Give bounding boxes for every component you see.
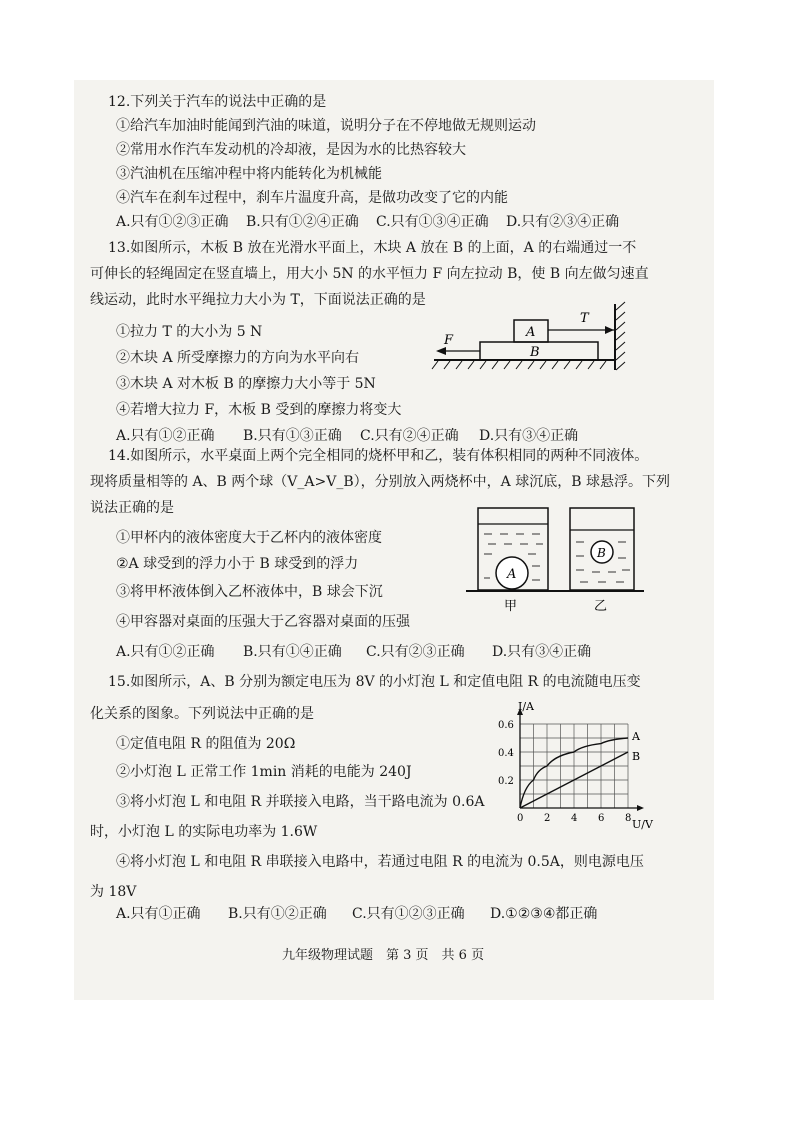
q14-option-c[interactable]: C.只有②③正确 bbox=[366, 644, 465, 660]
q14-option-d[interactable]: D.只有③④正确 bbox=[492, 644, 592, 660]
q14-stem-line-3: 说法正确的是 bbox=[90, 500, 174, 516]
chart-series bbox=[520, 730, 641, 808]
q12-option-b[interactable]: B.只有①②④正确 bbox=[246, 214, 359, 230]
tension-arrow-head bbox=[605, 326, 614, 334]
q13-item-3: ③木块 A 对木板 B 的摩擦力大小等于 5N bbox=[116, 376, 376, 392]
q15-option-d[interactable]: D.①②③④都正确 bbox=[490, 906, 598, 922]
y-tick-label: 0.6 bbox=[498, 720, 514, 731]
tension-label: T bbox=[580, 311, 589, 326]
q15-option-b[interactable]: B.只有①②正确 bbox=[228, 906, 327, 922]
chart-grid bbox=[520, 724, 628, 808]
q13-option-a[interactable]: A.只有①②正确 bbox=[116, 428, 215, 444]
x-tick-label: 4 bbox=[571, 813, 578, 824]
q14-option-a[interactable]: A.只有①②正确 bbox=[116, 644, 215, 660]
x-axis-arrow bbox=[637, 805, 644, 811]
q14-item-2: ②A 球受到的浮力小于 B 球受到的浮力 bbox=[116, 556, 359, 572]
q15-item-2: ②小灯泡 L 正常工作 1min 消耗的电能为 240J bbox=[116, 764, 412, 780]
page-footer: 九年级物理试题 第 3 页 共 6 页 bbox=[282, 948, 485, 963]
ball-b-label: B bbox=[597, 546, 606, 560]
q13-stem-line-1: 13.如图所示，木板 B 放在光滑水平面上，木块 A 放在 B 的上面，A 的右端通过一不 bbox=[108, 240, 637, 256]
q15-item-3: ③将小灯泡 L 和电阻 R 并联接入电路，当干路电流为 0.6A bbox=[116, 794, 485, 810]
q15-item-1: ①定值电阻 R 的阻值为 20Ω bbox=[116, 736, 296, 752]
y-axis-label: I/A bbox=[518, 700, 534, 713]
q13-option-c[interactable]: C.只有②④正确 bbox=[360, 428, 459, 444]
q12-item-2: ②常用水作汽车发动机的冷却液，是因为水的比热容较大 bbox=[116, 142, 466, 158]
q12-item-1: ①给汽车加油时能闻到汽油的味道，说明分子在不停地做无规则运动 bbox=[116, 118, 536, 134]
q14-item-1: ①甲杯内的液体密度大于乙杯内的液体密度 bbox=[116, 530, 382, 546]
q14-stem-line-1: 14.如图所示，水平桌面上两个完全相同的烧杯甲和乙，装有体积相同的两种不同液体。 bbox=[108, 448, 649, 464]
q12-item-3: ③汽油机在压缩冲程中将内能转化为机械能 bbox=[116, 166, 382, 182]
q12-option-c[interactable]: C.只有①③④正确 bbox=[376, 214, 489, 230]
x-axis-label: U/V bbox=[632, 818, 653, 830]
x-tick-label: 8 bbox=[625, 813, 632, 824]
q13-stem-line-3: 线运动，此时水平绳拉力大小为 T，下面说法正确的是 bbox=[90, 292, 426, 308]
q14-stem-line-2: 现将质量相等的 A、B 两个球（V_A>V_B），分别放入两烧杯中，A 球沉底，B 球悬浮。下列 bbox=[90, 474, 670, 490]
x-tick-label: 2 bbox=[544, 813, 551, 824]
board-b-label: B bbox=[530, 345, 540, 360]
q12-stem: 12.下列关于汽车的说法中正确的是 bbox=[108, 94, 327, 110]
y-tick-label: 0.4 bbox=[498, 748, 514, 759]
q15-item-3-cont: 时，小灯泡 L 的实际电功率为 1.6W bbox=[90, 824, 318, 840]
q13-figure bbox=[430, 300, 635, 378]
q12-option-d[interactable]: D.只有②③④正确 bbox=[506, 214, 620, 230]
q12-item-4: ④汽车在刹车过程中，刹车片温度升高，是做功改变了它的内能 bbox=[116, 190, 508, 206]
ground-hatching bbox=[432, 361, 606, 369]
block-a-label: A bbox=[526, 325, 536, 340]
x-tick-label: 0 bbox=[517, 813, 524, 824]
chart-axes bbox=[517, 700, 654, 830]
q15-stem-line-1: 15.如图所示，A、B 分别为额定电压为 8V 的小灯泡 L 和定值电阻 R 的电流随电压变 bbox=[108, 674, 641, 690]
q15-item-4-cont: 为 18V bbox=[90, 884, 137, 900]
force-arrow-head bbox=[436, 347, 446, 355]
q13-option-d[interactable]: D.只有③④正确 bbox=[479, 428, 579, 444]
q15-option-a[interactable]: A.只有①正确 bbox=[116, 906, 201, 922]
q13-stem-line-2: 可伸长的轻绳固定在竖直墙上，用大小 5N 的水平恒力 F 向左拉动 B，使 B 向左做匀速直 bbox=[90, 266, 649, 282]
x-tick-label: 6 bbox=[598, 813, 605, 824]
beaker-jia-label: 甲 bbox=[504, 599, 518, 614]
q14-option-b[interactable]: B.只有①④正确 bbox=[243, 644, 342, 660]
y-tick-label: 0.2 bbox=[498, 776, 514, 787]
q13-item-2: ②木块 A 所受摩擦力的方向为水平向右 bbox=[116, 350, 360, 366]
ball-a-label: A bbox=[507, 567, 517, 582]
beaker-yi-label: 乙 bbox=[594, 599, 608, 614]
series-label-a: A bbox=[632, 730, 640, 743]
q12-option-a[interactable]: A.只有①②③正确 bbox=[116, 214, 229, 230]
q15-item-4: ④将小灯泡 L 和电阻 R 串联接入电路中，若通过电阻 R 的电流为 0.5A，则电源电压 bbox=[116, 854, 644, 870]
q14-item-4: ④甲容器对桌面的压强大于乙容器对桌面的压强 bbox=[116, 614, 410, 630]
q14-figure bbox=[466, 500, 646, 615]
q13-item-1: ①拉力 T 的大小为 5 N bbox=[116, 324, 263, 340]
q15-stem-line-2: 化关系的图象。下列说法中正确的是 bbox=[90, 706, 314, 722]
force-label: F bbox=[444, 333, 454, 348]
series-label-b: B bbox=[632, 750, 641, 763]
wall-hatching bbox=[616, 302, 625, 370]
q14-item-3: ③将甲杯液体倒入乙杯液体中，B 球会下沉 bbox=[116, 584, 383, 600]
q13-option-b[interactable]: B.只有①③正确 bbox=[243, 428, 342, 444]
q15-option-c[interactable]: C.只有①②③正确 bbox=[352, 906, 465, 922]
q15-iu-chart bbox=[496, 698, 666, 830]
q13-item-4: ④若增大拉力 F，木板 B 受到的摩擦力将变大 bbox=[116, 402, 402, 418]
